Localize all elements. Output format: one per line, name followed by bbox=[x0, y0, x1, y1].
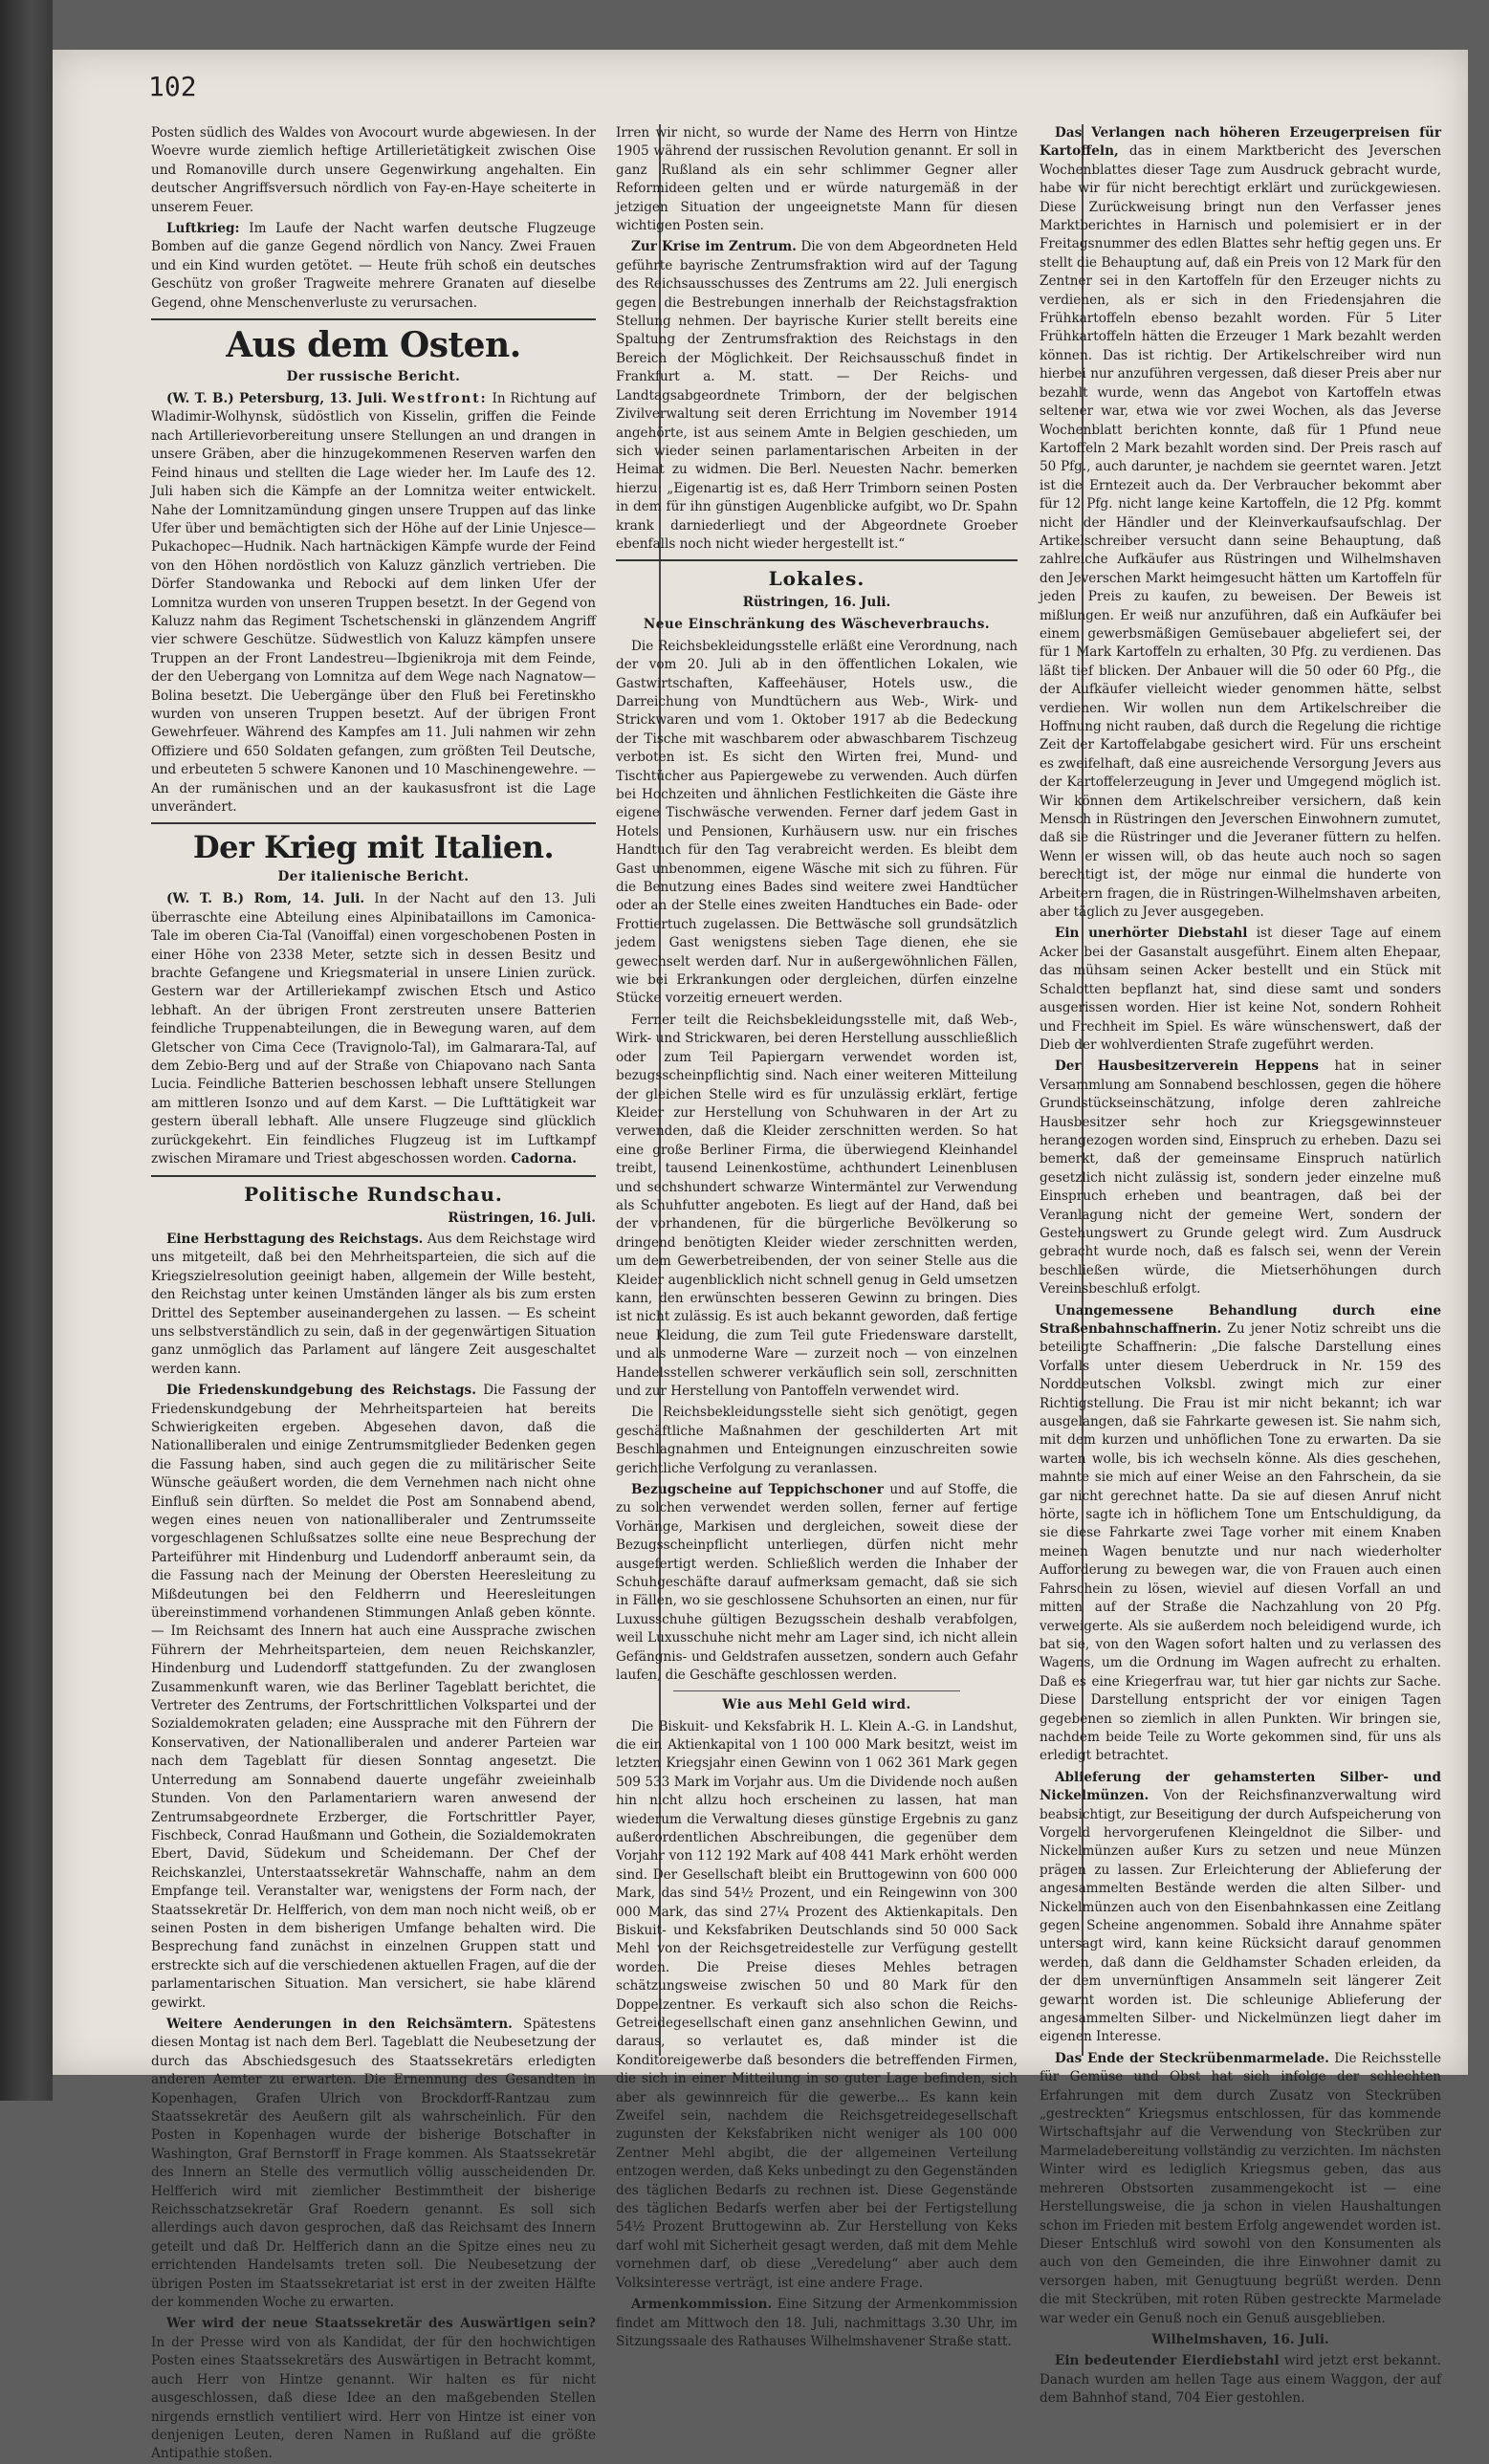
article-paragraph bbox=[1040, 2352, 1441, 2408]
subheadline: Der russische Bericht. bbox=[286, 369, 461, 385]
article-paragraph bbox=[151, 390, 596, 817]
paragraph-text: wird jetzt erst bekannt. Danach wurden am hellen Tage aus einem Waggon, der auf dem Bahnhof stand, 704 Eier gestohlen. bbox=[1040, 2353, 1442, 2407]
paragraph-label: Das Ende der Steckrübenmarmelade. bbox=[1055, 2050, 1329, 2066]
article-paragraph bbox=[1040, 1302, 1441, 1766]
article-paragraph bbox=[151, 1231, 596, 1379]
paragraph-text: Spätestens diesen Montag ist nach dem Berl. Tageblatt die Neubesetzung der durch das Abschiedsgesuch des Staatssekretärs erledigten anderen Aemter zu erwarten. Die Ernennung des Gesandten in Kopenhagen, Grafen Ulrich von Brockdorff-Rantzau zum Staatssekretär des Aeußern gilt als wahrscheinlich. Für den Posten in Kopenhagen wurde der bisherige Botschafter in Washington, Graf Bernstorff in Frage kommen. Als Staatssekretär des Innern an Stelle des vermutlich völlig ausscheidenden Dr. Helfferich wird mit ziemlicher Bestimmtheit der bisherige Reichsschatzsekretär Graf Roedern genannt. Es soll sich allerdings auch davon gesprochen, daß das Reichsamt des Innern geteilt und daß Dr. Helfferich dann an die Spitze eines neu zu errichtenden Handelsamts treten soll. Die Neubesetzung der übrigen Posten im Staatssekretariat ist erst in der zweiten Hälfte der kommenden Woche zu erwarten. bbox=[151, 2016, 596, 2311]
paragraph-text: In der Presse wird von als Kandidat, der für den hochwichtigen Posten eines Staatssekretärs des Auswärtigen in Betracht kommt, auch Herr von Hintze genannt. Wir halten es für nicht ausgeschlossen, daß diese Idee an den maßgebenden Stellen nirgends ernstlich ventiliert wird. Herr von Hintze ist einer von denjenigen Leuten, deren Namen in Rußland auf die größte Antipathie stoßen. bbox=[151, 2334, 596, 2462]
subheadline: Wie aus Mehl Geld wird. bbox=[722, 1696, 911, 1712]
article-paragraph bbox=[151, 890, 596, 1168]
paragraph-text: Eine Sitzung der Armenkommission findet am Mittwoch den 18. Juli, nachmittags 3.30 Uhr, im Sitzungssaale des Rathauses Wilhelmshavener Straße statt. bbox=[616, 2297, 1018, 2349]
article-paragraph bbox=[1040, 2050, 1441, 2328]
article-paragraph: Irren wir nicht, so wurde der Name des Herrn von Hintze 1905 während der russischen Revolution genannt. Er soll in ganz Rußland als ein sehr schlimmer Gegner aller Reformideen gelten und er würde naturgemäß in der jetzigen Situation der ungeeignetste Mann für diesen wichtigen Posten sein. bbox=[616, 125, 1018, 234]
paragraph-text: In der Nacht auf den 13. Juli überraschte eine Abteilung eines Alpinibataillons im Camonica-Tale im oberen Cia-Tal (Vanoiffal) einen vorgeschobenen Posten in einer Höhe von 2338 Meter, setzte sich in dessen Besitz und brachte Gefangene und Kriegsmaterial in unsere Linien zurück. Gestern war der Artilleriekampf zwischen Etsch und Astico lebhaft. An der übrigen Front zerstreuten unsere Batterien feindliche Truppenabteilungen, die in Bewegung waren, auf dem Gletscher von Cima Cece (Travignolo-Tal), im Galmarara-Tal, auf dem Zebio-Berg und auf der Straße von Chiapovano nach Santa Lucia. Feindliche Batterien beschossen lebhaft unsere Stellungen am mittleren Isonzo und auf dem Karst. — Die Lufttätigkeit war gestern überall lebhaft. Alle unsere Flugzeuge sind glücklich zurückgekehrt. Ein feindliches Flugzeug ist im Luftkampf zwischen Miramare und Triest abgeschossen worden. bbox=[151, 891, 596, 1167]
article-paragraph: Ferner teilt die Reichsbekleidungsstelle mit, daß Web-, Wirk- und Strickwaren, bei deren Herstellung ausschließlich oder zum Teil Papiergarn verwendet worden ist, bezugsscheinpflichtig sind. Nach einer weiteren Mitteilung der gleichen Stelle wird es für unzulässig erklärt, fertige Kleider zur Herstellung von Schuhwaren in der Art zu verwenden, daß die Kleider zerschnitten werden. So hat eine große Berliner Firma, die überwiegend Kleinhandel treibt, tausend Leinenkostüme, achthundert Leinenblusen und sechshundert schwarze Wintermäntel zur Verwendung als Schuhfutter angeboten. Es liegt auf der Hand, daß bei der vorhandenen, für die bürgerliche Bevölkerung so dringend benötigten Kleider wieder zerschnitten werden, um dem Gewerbetreibenden, der von seiner Stelle aus die Kleider augenblicklich nicht schnell genug in Geld umsetzen kann, den erwünschten besseren Gewinn zu bringen. Dies ist nicht zulässig. Es ist auch bekannt geworden, daß fertige neue Kleidung, die zum Teil gute Friedensware darstellt, und als unmoderne Ware — zurzeit noch — von einzelnen Handelsstellen schwerer verkäuflich sein soll, zerschnitten und zur Herstellung von Pantoffeln verwendet wird. bbox=[616, 1012, 1018, 1399]
paragraph-label: Luftkrieg: bbox=[166, 221, 240, 237]
dateline: Wilhelmshaven, 16. Juli. bbox=[1151, 2331, 1329, 2347]
paragraph-text: Von der Reichsfinanzverwaltung wird beabsichtigt, zur Beseitigung der durch Aufspeicherung von Vorgeld hervorgerufenen Kleingeldnot die Silber- und Nickelmünzen außer Kurs zu setzen und neue Münzen prägen zu lassen. Zur Erleichterung der Ablieferung der angesammelten Bestände werden die alten Silber- und Nickelmünzen auch von den Eisenbahnkassen eine Zeitlang gegen Scheine angenommen. Sobald ihre Annahme später untersagt wird, kann keine Rücksicht darauf genommen werden, daß dann die Geldhamster Schaden erleiden, da der dem unvernünftigen Ansammeln seit längerer Zeit gewarnt worden ist. Die schleunige Ablieferung der angesammelten Silber- und Nickelmünzen liegt daher im eigenen Interesse. bbox=[1040, 1788, 1441, 2045]
paragraph-label: Armenkommission. bbox=[631, 2297, 773, 2313]
paragraph-label: Weitere Aenderungen in den Reichsämtern. bbox=[166, 2016, 513, 2032]
paragraph-text: Aus dem Reichstage wird uns mitgeteilt, daß bei den Mehrheitsparteien, die sich auf die Kriegszielresolution geeinigt haben, allgemein der Wille besteht, den Reichstag unter keinen Umständen länger als bis zum ersten Drittel des September auseinandergehen zu lassen. — Es scheint uns selbstverständlich zu sein, daß in der gegenwärtigen Situation ganz unmöglich das Parlament auf längere Zeit ausgeschaltet werden kann. bbox=[151, 1231, 596, 1377]
article-paragraph: Posten südlich des Waldes von Avocourt wurde abgewiesen. In der Woevre wurde ziemlich heftige Artillerietätigkeit zwischen Oise und Romanoville durch unsere Gegenwirkung angehalten. Ein deutscher Angriffsversuch nördlich von Fay-en-Haye scheiterte in unserem Feuer. bbox=[151, 125, 596, 215]
paragraph-text: hat in seiner Versammlung am Sonnabend beschlossen, gegen die höhere Grundstückseinschätzung, infolge deren zahlreiche Hausbesitzer sehr hoch zur Kriegsgewinnsteuer herangezogen worden sind, Einspruch zu erheben. Dazu sei bemerkt, daß der gemeinsame Einspruch natürlich gesetzlich nicht zulässig ist, sondern jeder einzelne muß Einspruch erheben und beantragen, daß bei der Veranlagung nicht der gemeine Wert, sondern der Gestehungswert zu Grunde gelegt wird. Zum Ausdruck gebracht wurde noch, daß es falsch sei, wenn der Verein beschließen würde, die Mietserhöhungen durch Vereinsbeschluß erfolgt. bbox=[1040, 1058, 1441, 1297]
column-2 bbox=[616, 124, 1018, 2349]
paragraph-text: Im Laufe der Nacht warfen deutsche Flugzeuge Bomben auf die ganze Gegend nördlich von Nancy. Zwei Frauen und ein Kind wurden getötet. — Heute früh schoß ein deutsches Geschütz von großer Tragweite mehrere Granaten auf dieselbe Gegend, ohne Menschenverluste zu verursachen. bbox=[151, 221, 597, 311]
article-paragraph bbox=[616, 238, 1018, 554]
article-paragraph: Die Biskuit- und Keksfabrik H. L. Klein A.-G. in Landshut, die ein Aktienkapital von 1 100 000 Mark besitzt, weist im letzten Kriegsjahr einen Gewinn von 1 062 361 Mark gegen 509 533 Mark im Vorjahr aus. Um die Dividende noch außen hin nicht allzu hoch erscheinen zu lassen, hat man wiederum die Verwaltung dieses günstige Ergebnis zu ganz außerordentlichen Abschreibungen, die gegenüber dem Vorjahr von 112 192 Mark auf 408 441 Mark erhöht werden sind. Der Gesellschaft bleibt ein Bruttogewinn von 600 000 Mark, das sind 54½ Prozent, und ein Reingewinn von 300 000 Mark, das sind 27¼ Prozent des Aktienkapitals. Den Biskuit- und Keksfabriken Deutschlands sind 50 000 Sack Mehl von der Reichsgetreidestelle zur Verfügung gestellt worden. Die Preise dieses Mehles betragen schätzungsweise zwischen 50 und 80 Mark für den Doppelzentner. Es verkauft sich also schon die Reichs-Getreidegesellschaft einen ganz ansehnlichen Gewinn, und daraus, so verlautet es, daß minder ist die Konditoreigewerbe daß besonders die betreffenden Firmen, die sich in einer Mitteilung in so guter Lage befinden, sich aber als gewinnreich für die gewerbe... Es kann kein Zweifel sein, nachdem die Reichsgetreidegesellschaft zugunsten der Keksfabriken nicht weniger als 100 000 Zentner Mehl abgibt, die der allgemeinen Verteilung entzogen werden, daß Keks unbedingt zu den Gegenständen des täglichen Bedarfs zu rechnen ist. Diese Gegenstände des täglichen Bedarfs werfen aber bei der Fertigstellung 54½ Prozent Bruttogewinn ab. Zur Herstellung von Keks darf wohl mit Sicherheit gesagt werden, daß mit dem Mehle vornehmen darf, ob diese „Veredelung“ aber auch dem Volksinteresse verträgt, ist eine andere Frage. bbox=[616, 1718, 1018, 2291]
paragraph-label: Die Friedenskundgebung des Reichstags. bbox=[166, 1383, 476, 1399]
column-1 bbox=[151, 124, 597, 2462]
signature: Cadorna. bbox=[511, 1151, 578, 1167]
section-headline: Politische Rundschau. bbox=[244, 1182, 503, 1206]
section-headline: Aus dem Osten. bbox=[226, 325, 521, 366]
article-paragraph bbox=[1040, 1058, 1441, 1298]
paragraph-label: Unangemessene Behandlung durch eine Straßenbahnschaffnerin. bbox=[1040, 1302, 1441, 1337]
paragraph-label: Westfront: bbox=[391, 391, 488, 407]
section-headline: Lokales. bbox=[768, 567, 865, 591]
article-paragraph bbox=[1040, 124, 1441, 922]
page-number: 102 bbox=[148, 71, 197, 102]
paragraph-text: und auf Stoffe, die zu solchen verwendet werden sollen, ferner auf fertige Vorhänge, Markisen und dergleichen, soweit diese der Bezugsscheinpflicht unterliegen, dürfen nicht mehr ausgefertigt werden. Schließlich werden die Inhaber der Schuhgeschäfte darauf aufmerksam gemacht, daß sie sich in Fällen, wo sie geschlossene Schuhsorten an einen, nur für Luxusschuhe gültigen Bezugsschein deshalb verabfolgen, weil Luxusschuhe nicht mehr am Lager sind, ich nicht allein Gefängnis- und Geldstrafen aussetzen, sondern auch Gefahr laufen, die Geschäfte geschlossen werden. bbox=[616, 1482, 1018, 1684]
article-paragraph bbox=[151, 1382, 596, 2013]
paragraph-label: Zur Krise im Zentrum. bbox=[631, 239, 797, 255]
paragraph-label: Ablieferung der gehamsterten Silber- und Nickelmünzen. bbox=[1040, 1769, 1441, 1804]
paragraph-text: das in einem Marktbericht des Jeverschen Wochenblattes dieser Tage zum Ausdruck gebracht wurde, habe wir für nicht berechtigt erklärt und zurückgewiesen. Diese Zurückweisung bringt nun den Verfasser jenes Marktberichtes in Harnisch und polemisiert er in der Freitagsnummer des edlen Blattes sehr heftig gegen uns. Er stellt die Behauptung auf, daß ein Preis von 12 Mark für den Zentner sei in den Kartoffeln für den Erzeuger nichts zu verdienen, als er sich in den Friedensjahren die Frühkartoffeln ebenso bezahlt worden. Für 5 Liter Frühkartoffeln hätten die Erzeuger 1 Mark bezahlt werden können. Das ist richtig. Der Artikelschreiber wird nun hierbei nur anzuführen vergessen, daß dieser Preis aber nur bezahlt wurde, wenn das Angebot von Kartoffeln etwas seltener war, etwa wie vor zwei Wochen, als das Jeverse Wochenblatt berichten konnte, daß für 1 Pfund neue Kartoffeln 2 Mark bezahlt worden sind. Der Preis rasch auf 50 Pfg., auch darunter, je nachdem sie geerntet waren. Jetzt ist die Erntezeit auch da. Der Verbraucher bekommt aber für 12 Pfg. nicht lange keine Kartoffeln, die 12 Pfg. kommt nicht der Händler und der Kleinverkaufsaufschlag. Der Artikelschreiber versucht dann seine Behauptung, daß zahlreiche Aufkäufer aus Rüstringen und Wilhelmshaven den Jeverschen Markt heimgesucht hätten um Kartoffeln für jeden Preis zu kaufen, zu beweisen. Der Beweis ist mißlungen. Er weiß nur anzuführen, daß ein Aufkäufer bei einem gewerbsmäßigen Gemüsebauer abgeliefert sei, der für 1 Mark Kartoffeln zu erhalten, 30 Pfg. zu verdienen. Das läßt tief blicken. Der Anbauer will die 50 oder 60 Pfg., die der Aufkäufer vielleicht wieder genommen hätte, selbst verdienen. Wir wollen nun dem Artikelschreiber die Hoffnung nicht rauben, daß durch die Regelung die richtige Zeit der Kartoffelabgabe gesichert wird. Für uns erscheint es zweifelhaft, daß eine ausreichende Versorgung Jevers aus der Kartoffelerzeugung in Jever und Umgegend möglich ist. Wir können dem Artikelschreiber versichern, daß kein Mensch in Rüstringen den Jeverschen Einwohnern zumutet, daß sie die Rüstringer und die Jeveraner füttern zu helfen. Wenn er wissen will, ob das heute auch noch so sagen berechtigt ist, der möge nur einmal die hunderte von Arbeitern fragen, die in Rüstringen-Wilhelmshaven arbeiten, aber täglich zu Jever ausgegeben. bbox=[1040, 143, 1441, 921]
paragraph-text: Die Fassung der Friedenskundgebung der Mehrheitsparteien hat bereits Schwierigkeiten ergeben. Abgesehen davon, daß die Nationalliberalen und einige Zentrumsmitglieder Bedenken gegen die Fassung haben, sind auch gegen die zu militärischer Seite Wünsche geäußert worden, die dem Vernehmen nach nicht ohne Einfluß sein dürften. So meldet die Post am Sonnabend abend, wegen eines neuen von nationalliberaler und Zentrumsseite vorgeschlagenen Schlußsatzes sollte eine neue Besprechung der Parteiführer mit Hindenburg und Ludendorff anberaumt sein, da die Fassung nach der Meinung der Obersten Heeresleitung zu Mißdeutungen bei den Feldherrn und Heeresleitungen übereinstimmend vorhandenen Stimmungen Anlaß geben könnte. — Im Reichsamt des Innern hat auch eine Aussprache zwischen Führern der Mehrheitsparteien, dem neuen Reichskanzler, Hindenburg und Ludendorff stattgefunden. Zu der zwanglosen Zusammenkunft waren, wie das Berliner Tageblatt berichtet, die Vertreter des Zentrums, der Fortschrittlichen Volkspartei und der Sozialdemokraten geladen; eine Aussprache mit den Führern der Konservativen, der Nationalliberalen und anderer Parteien war nach dem Tageblatt für diesen Sonntag angesetzt. Die Unterredung am Sonnabend dauerte ungefähr zweieinhalb Stunden. Von den Parlamentariern waren anwesend der Zentrumsabgeordnete Erzberger, die Fortschrittler Payer, Fischbeck, Conrad Haußmann und Gothein, die Sozialdemokraten Ebert, David, Südekum und Scheidemann. Der Chef der Reichskanzlei, Unterstaatssekretär Wahnschaffe, nahm an dem Empfange teil. Veranstalter war, wenigstens der Form nach, der Staatssekretär Dr. Helfferich, von dem man noch nicht weiß, ob er seinen Posten in dem bisherigen Umfange behalten wird. Die Besprechung fand zunächst in einzelnen Gruppen statt und erstreckte sich auf die verschiedenen aktuellen Fragen, auf die der parlamentarischen Situation. Man versichert, sie habe klärend gewirkt. bbox=[151, 1383, 596, 2011]
dateline: (W. T. B.) Rom, 14. Juli. bbox=[166, 891, 365, 907]
column-3 bbox=[1040, 124, 1442, 2407]
section-headline: Der Krieg mit Italien. bbox=[192, 829, 555, 866]
book-binding bbox=[0, 0, 53, 2101]
paragraph-label: Wer wird der neue Staatssekretär des Auswärtigen sein? bbox=[166, 2316, 596, 2332]
paragraph-text: Die Reichsstelle für Gemüse und Obst hat sich infolge der schlechten Erfahrungen mit dem durch Zusatz von Steckrüben „gestreckten“ Kriegsmus entschlossen, für das kommende Wirtschaftsjahr auf die Verwendung von Steckrüben zur Marmeladebereitung vollständig zu verzichten. Im nächsten Winter wird es lediglich Kriegsmus geben, das aus mehreren Obstsorten zusammengekocht ist — eine Herstellungsweise, die ja schon in vielen Haushaltungen schon im Frieden mit bestem Erfolg angewendet worden ist. Dieser Entschluß wird sowohl von den Konsumenten als auch von den Gemeinden, die ihre Einwohner damit zu versorgen haben, mit Genugtuung begrüßt werden. Denn die mit Steckrüben, mit roten Rüben gestreckte Marmelade war weder ein Genuß noch ein Genuß ausgeblieben. bbox=[1040, 2050, 1441, 2326]
article-paragraph bbox=[1040, 1769, 1441, 2047]
article-paragraph bbox=[616, 1481, 1018, 1685]
article-paragraph bbox=[151, 220, 596, 313]
section-divider bbox=[673, 1690, 960, 1691]
newspaper-page bbox=[53, 50, 1468, 2462]
article-paragraph bbox=[151, 2315, 596, 2463]
dateline: (W. T. B.) Petersburg, 13. Juli. bbox=[166, 391, 387, 407]
section-divider bbox=[616, 559, 1018, 561]
article-paragraph bbox=[616, 2296, 1018, 2351]
dateline: Rüstringen, 16. Juli. bbox=[448, 1210, 596, 1226]
paragraph-text: Zu jener Notiz schreibt uns die beteiligte Schaffnerin: „Die falsche Darstellung eines Vorfalls unter diesem Ueberdruck in Nr. 159 des Norddeutschen Volksbl. zwingt mich zur einer Richtigstellung. Die Frau ist mir nicht bekannt; ich war ausgelangen, daß sie Fahrkarte gewesen ist. Sie nahm sich, mit dem kurzen und unhöflichen Tone zu erwarten. Da sie warten wolle, bis ich wechseln könne. Als dies geschehen, mahnte sie mich auf einer Weise an den Fahrschein, da sie gar nicht gerechnet hatte. Da sie auf diesen Anruf nicht hörte, sagte ich in höflichem Tone um Entschuldigung, da sie diese Fahrkarte zwei Tage vorher mit einem Knaben meinen Wagen benutzte und nur nach wiederholter Aufforderung zu bewegen war, die von Frauen auch einen Fahrschein zu lösen, wieviel auf diesen Vorfall an und mitten auf der Straße die Nachzahlung von 20 Pfg. verweigerte. Als sie außerdem noch beleidigend wurde, ich bat sie, von den Wagen sofort halten und zu verlassen des Wagens, um die Ordnung im Wagen aufrecht zu erhalten. Daß es eine Kriegerfrau war, tut hier gar nichts zur Sache. Diese Darstellung entspricht der vor einigen Tagen gegebenen so ziemlich in allen Punkten. Wir bringen sie, nachdem beide Teile zu Worte gekommen sind, für uns als erledigt betrachtet. bbox=[1040, 1321, 1441, 1764]
paragraph-label: Das Verlangen nach höheren Erzeugerpreisen für Kartoffeln, bbox=[1040, 125, 1441, 160]
section-divider bbox=[151, 822, 596, 824]
article-paragraph bbox=[1040, 925, 1441, 1055]
section-divider bbox=[151, 318, 596, 320]
paragraph-text: In Richtung auf Wladimir-Wolhynsk, südöstlich von Kisselin, griffen die Feinde nach Artillerievorbereitung unsere Stellungen an und drangen in unsere Gräben, aber die hinzugekommenen Reserven warfen den Feind hinaus und stellten die Lage wieder her. Im Laufe des 12. Juli haben sich die Kämpfe an der Lomnitza weiter entwickelt. Nahe der Lomnitzamündung gingen unsere Truppen auf das linke Ufer über und bemächtigten sich der Höhe auf der Linie Unjesce—Pukachopec—Hudnik. Nach hartnäckigen Kämpfe wurde der Feind von den Höhen nordöstlich von Kaluzz gänzlich vertrieben. Die Dörfer Standowanka und Rebocki auf dem linken Ufer der Lomnitza wurden von unseren Truppen besetzt. In der Gegend von Kaluzz nahm das Regiment Tschetschenski in glänzendem Angriff vier schwere Geschütze. Südwestlich von Kaluzz kämpfen unsere Truppen an der Front Landestreu—Ibgienikroja mit dem Feinde, der den Uebergang von Lomnitza auf dem Wege nach Nagnatow—Bolina besetzt. Die Uebergänge über den Fluß bei Feretinskho wurden von unseren Truppen besetzt. Auf der übrigen Front Gewehrfeuer. Während des Kampfes am 11. Juli nahmen wir zehn Offiziere und 650 Soldaten gefangen, zum größten Teil Deutsche, und erbeuteten 5 schwere Kanonen und 10 Maschinengewehre. — An der rumänischen und an der kaukasusfront ist die Lage unverändert. bbox=[151, 391, 596, 815]
paragraph-label: Ein bedeutender Eierdiebstahl bbox=[1055, 2353, 1280, 2369]
paragraph-text: Die von dem Abgeordneten Held geführte bayrische Zentrumsfraktion wird auf der Tagung des Reichsausschusses des Zentrums am 22. Juli energisch gegen die Bestrebungen innerhalb der Reichstagsfraktion Stellung nehmen. Der bayrische Kurier stellt bereits eine Spaltung der Zentrumsfraktion des Reichstags in den Bereich der Möglichkeit. Der Reichsausschuß findet in Frankfurt a. M. statt. — Der Reichs- und Landtagsabgeordnete Trimborn, der der belgischen Zivilverwaltung seit deren Errichtung im November 1914 angehörte, ist aus seinem Amte in Belgien geschieden, um sich wieder seinen parlamentarischen Arbeiten in der Heimat zu widmen. Die Berl. Neuesten Nachr. bemerken hierzu: „Eigenartig ist es, daß Herr Trimborn seinen Posten in dem für ihn günstigen Augenblicke aufgibt, wo Dr. Spahn krank darniederliegt und der Abgeordnete Groeber ebenfalls noch nicht wieder hergestellt ist.“ bbox=[616, 239, 1018, 552]
paragraph-label: Ein unerhörter Diebstahl bbox=[1055, 926, 1248, 942]
article-paragraph bbox=[151, 2016, 596, 2313]
article-paragraph: Die Reichsbekleidungsstelle erläßt eine Verordnung, nach der vom 20. Juli ab in den öffentlichen Lokalen, wie Gastwirtschaften, Kaffeehäuser, Hotels usw., die Darreichung von Mundtüchern aus Web-, Wirk- und Strickwaren und vom 1. Oktober 1917 ab die Bedeckung der Tische mit waschbarem oder abwaschbarem Tischzeug verboten ist. Es sicht den Wirten frei, Mund- und Tischtücher aus Papiergewebe zu verwenden. Auch dürfen bei Hochzeiten und ähnlichen Festlichkeiten die Gäste ihre eigene Tischwäsche verwenden. Ferner darf jedem Gast in Hotels und Pensionen, Kurhäusern usw. nur ein frisches Handtuch für den Tag verabreicht werden. Es bleibt dem Gast unbenommen, eigene Wäsche mit sich zu führen. Für die Benutzung eines Bades sind weitere zwei Handtücher oder an der Stelle eines zweiten Handtuches ein Bade- oder Frottiertuch zugelassen. Die Bettwäsche soll grundsätzlich jedem Gast wenigstens sieben Tage dienen, ehe sie gewechselt werden darf. Nur in außergewöhnlichen Fällen, wie bei Erkrankungen oder dergleichen, dürfen einzelne Stücke vorzeitig erneuert werden. bbox=[616, 638, 1018, 1007]
subheadline: Der italienische Bericht. bbox=[277, 869, 470, 885]
article-paragraph: Die Reichsbekleidungsstelle sieht sich genötigt, gegen geschäftliche Maßnahmen der geschilderten Art mit Beschlagnahmen und Enteignungen einzuschreiten sowie gerichtliche Verfolgung zu veranlassen. bbox=[616, 1405, 1018, 1476]
paragraph-text: ist dieser Tage auf einem Acker bei der Gasanstalt ausgeführt. Einem alten Ehepaar, das mühsam seinen Acker bestellt und ein Stück mit Schalotten bepflanzt hat, sind diese samt und sonders ausgerissen worden. Hier ist keine Not, sondern Rohheit und Frechheit im Spiel. Es wäre wünschenswert, daß der Dieb der wohlverdienten Strafe zugeführt werden. bbox=[1040, 926, 1441, 1053]
dateline: Rüstringen, 16. Juli. bbox=[742, 595, 891, 611]
paragraph-label: Eine Herbsttagung des Reichstags. bbox=[166, 1231, 424, 1247]
subheadline: Neue Einschränkung des Wäscheverbrauchs. bbox=[643, 616, 991, 632]
paragraph-label: Der Hausbesitzerverein Heppens bbox=[1055, 1058, 1319, 1075]
paragraph-label: Bezugscheine auf Teppichschoner bbox=[631, 1482, 884, 1498]
section-divider bbox=[151, 1175, 596, 1177]
